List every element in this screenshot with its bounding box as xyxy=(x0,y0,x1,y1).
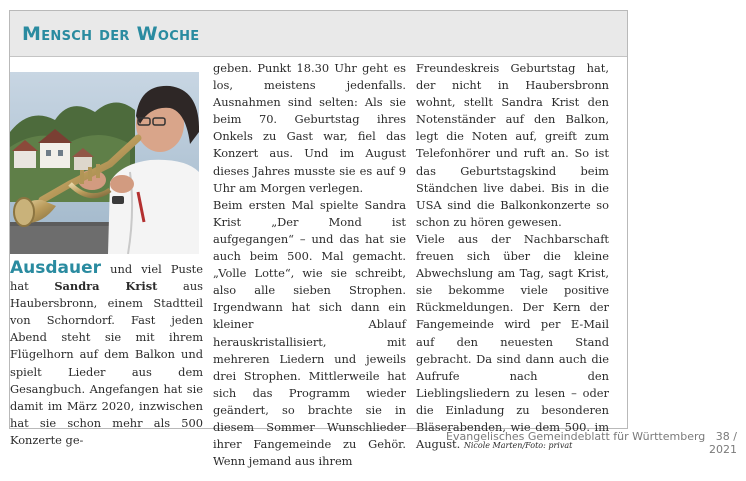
publication-name: Evangelisches Gemeindeblatt für Württemberg xyxy=(446,430,706,443)
page-footer xyxy=(435,430,737,456)
article-columns xyxy=(10,60,610,470)
column-1 xyxy=(10,60,203,470)
column-2-paragraph-2: Beim ersten Mal spielte Sandra Krist „Der Mond ist aufgegangen“ – und das hat sie auch beim 500. Mal gemacht. „Volle Lotte“, wie sie schreibt, also alle sieben Strophen. Irgendwann hat sich dann ein kleiner Ablauf herauskristallisiert, mit mehreren Liedern und jeweils drei Strophen. Mittlerweile hat sich das Programm wieder geändert, so brachte sie in diesem Sommer Wunschlieder ihrer Fangemeinde zu Gehör. Wenn jemand aus ihrem xyxy=(213,197,406,469)
column-1-text xyxy=(10,260,203,449)
photo-credit: Nicole Marten/Foto: privat xyxy=(463,441,573,451)
column-3-paragraph-1: Freundeskreis Geburtstag hat, der nicht in Haubersbronn wohnt, stellt Sandra Krist den Notenständer auf den Balkon, legt die Noten auf, greift zum Telefonhörer und ruft an. So ist das Geburtstagskind beim Ständchen live dabei. Bis in die USA sind die Balkonkonzerte so schon zu hören gewesen. xyxy=(416,61,609,229)
section-title: Mensch der Woche xyxy=(22,22,200,45)
column-3-paragraph-2-text: Viele aus der Nachbarschaft freuen sich über die kleine Abwechslung am Tag, sagt Krist, sie bekomme viele positive Rückmeldungen. Der Kern der Fangemeinde wird per E-Mail auf den neuesten Stand gebracht. Da sind dann auch die Aufrufe nach den Lieblingsliedern zu lesen – oder die Einladung zu besonderen Bläserabenden, wie dem 500. im August. xyxy=(416,231,609,452)
lead-word: Ausdauer xyxy=(10,258,102,278)
column-1-body: aus Haubersbronn, einem Stadtteil von Schorndorf. Fast jeden Abend steht sie mit ihrem Flügelhorn auf dem Balkon und spielt Lieder aus dem Gesangbuch. Angefangen hat sie damit im März 2020, inzwischen hat sie schon mehr als 500 Konzerte ge- xyxy=(10,279,204,447)
column-2-paragraph-1: geben. Punkt 18.30 Uhr geht es los, meistens jedenfalls. Ausnahmen sind selten: Als sie beim 70. Geburtstag ihres Onkels zu Gast war, fiel das Konzert aus. Und im August dieses Jahres musste sie es auf 9 Uhr am Morgen verlegen. xyxy=(213,61,406,195)
column-3-paragraph-2 xyxy=(416,231,609,454)
person-name: Sandra Krist xyxy=(54,279,158,294)
column-2 xyxy=(213,60,406,470)
issue-number: 38 / 2021 xyxy=(709,430,737,456)
article-photo xyxy=(10,72,199,254)
column-3 xyxy=(416,60,609,470)
woman-playing-flugelhorn-photo xyxy=(10,72,199,254)
section-header xyxy=(10,11,627,57)
lead-rest: und viel Puste hat xyxy=(10,262,203,294)
